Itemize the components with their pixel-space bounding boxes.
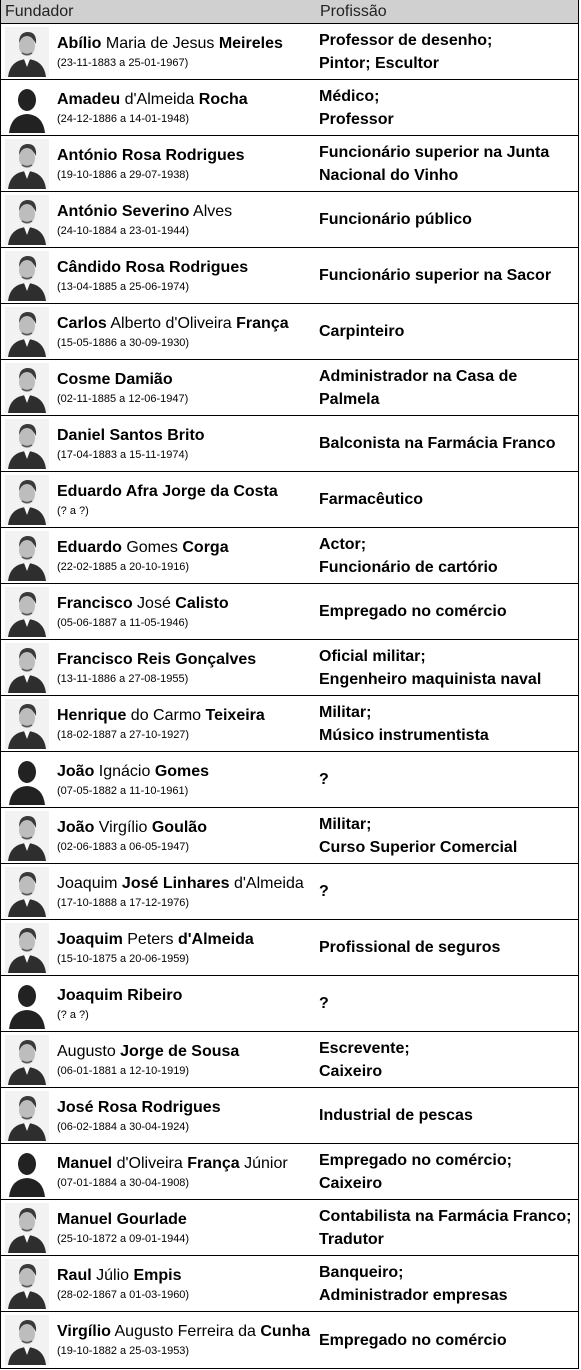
name-part: José Linhares xyxy=(121,874,230,892)
founder-dates: (13-04-1885 a 25-06-1974) xyxy=(57,280,190,293)
founder-photo xyxy=(1,1256,53,1311)
table-row xyxy=(1,416,578,472)
name-part: António Severino xyxy=(57,202,190,220)
founder-name xyxy=(57,986,311,1005)
profession-line: ? xyxy=(319,771,329,788)
founder-name xyxy=(57,706,311,725)
founder-cell xyxy=(53,472,311,527)
founder-name xyxy=(57,762,311,781)
table-row xyxy=(1,640,578,696)
portrait-photo xyxy=(5,699,49,749)
founder-cell xyxy=(53,1144,311,1199)
profession-line: Pintor; Escultor xyxy=(319,54,440,72)
table-row xyxy=(1,1032,578,1088)
profession-cell xyxy=(311,528,578,583)
founder-photo xyxy=(1,1144,53,1199)
silhouette-icon xyxy=(5,83,49,133)
table-body xyxy=(1,24,578,1368)
founder-cell xyxy=(53,976,311,1031)
profession-cell xyxy=(311,1312,578,1368)
profession-cell xyxy=(311,192,578,247)
name-part: Carlos xyxy=(57,314,107,332)
portrait-photo xyxy=(5,1203,49,1253)
founder-cell xyxy=(53,584,311,639)
silhouette-icon xyxy=(5,979,49,1029)
name-part: Virgílio xyxy=(94,818,152,836)
table-row xyxy=(1,360,578,416)
founder-name xyxy=(57,258,311,277)
portrait-photo xyxy=(5,195,49,245)
founder-photo xyxy=(1,752,53,807)
name-part: Abílio xyxy=(57,34,102,52)
founder-cell xyxy=(53,1256,311,1311)
founder-cell xyxy=(53,864,311,919)
profession-line: ? xyxy=(319,995,329,1012)
founder-name xyxy=(57,818,311,837)
profession-cell xyxy=(311,1200,578,1255)
name-part: Amadeu xyxy=(57,90,121,108)
name-part: d'Almeida xyxy=(177,930,254,948)
portrait-photo xyxy=(5,811,49,861)
founder-dates: (? a ?) xyxy=(57,504,89,517)
portrait-photo xyxy=(5,923,49,973)
profession-line: Balconista na Farmácia Franco xyxy=(319,435,556,452)
founder-name xyxy=(57,1322,311,1341)
name-part: Maria de Jesus xyxy=(101,34,219,52)
profession-line: Escrevente; xyxy=(319,1039,410,1057)
portrait-photo xyxy=(5,587,49,637)
founder-name xyxy=(57,930,311,949)
profession-cell xyxy=(311,1032,578,1087)
profession-cell xyxy=(311,1144,578,1199)
header-profession: Profissão xyxy=(320,3,387,20)
founder-name xyxy=(57,1266,311,1285)
founder-photo xyxy=(1,976,53,1031)
founder-dates: (18-02-1887 a 27-10-1927) xyxy=(57,728,190,741)
name-part: Manuel xyxy=(57,1154,113,1172)
founder-dates: (02-06-1883 a 06-05-1947) xyxy=(57,840,190,853)
profession-line: Profissional de seguros xyxy=(319,939,501,956)
table-row xyxy=(1,696,578,752)
founder-cell xyxy=(53,416,311,471)
name-part: Cândido Rosa Rodrigues xyxy=(57,258,249,276)
name-part: Joaquim Ribeiro xyxy=(57,986,183,1004)
founder-name xyxy=(57,650,311,669)
founder-photo xyxy=(1,248,53,303)
founder-dates: (02-11-1885 a 12-06-1947) xyxy=(57,392,189,405)
table-row xyxy=(1,808,578,864)
founder-name xyxy=(57,1098,311,1117)
name-part: Raul xyxy=(57,1266,92,1284)
founder-cell xyxy=(53,80,311,135)
name-part: Alberto d'Oliveira xyxy=(106,314,237,332)
profession-line: Funcionário superior na Sacor xyxy=(319,267,552,284)
profession-line: Funcionário público xyxy=(319,211,472,228)
profession-cell xyxy=(311,640,578,695)
profession-line: Engenheiro maquinista naval xyxy=(319,670,542,688)
profession-cell xyxy=(311,304,578,359)
profession-line: Médico; xyxy=(319,87,380,105)
founder-cell xyxy=(53,304,311,359)
profession-line: Farmacêutico xyxy=(319,491,424,508)
table-header xyxy=(1,0,578,24)
portrait-photo xyxy=(5,419,49,469)
profession-line: Actor; xyxy=(319,535,367,553)
founder-name xyxy=(57,1210,311,1229)
name-part: Francisco Reis Gonçalves xyxy=(57,650,257,668)
founder-photo xyxy=(1,1032,53,1087)
founder-dates: (06-02-1884 a 30-04-1924) xyxy=(57,1120,190,1133)
portrait-photo xyxy=(5,475,49,525)
profession-cell xyxy=(311,248,578,303)
name-part: França xyxy=(236,314,289,332)
table-row xyxy=(1,248,578,304)
founder-cell xyxy=(53,696,311,751)
founder-name xyxy=(57,538,311,557)
profession-cell xyxy=(311,472,578,527)
founder-cell xyxy=(53,248,311,303)
name-part: Joaquim xyxy=(57,930,123,948)
profession-cell xyxy=(311,752,578,807)
founder-cell xyxy=(53,1312,311,1368)
name-part: Júlio xyxy=(91,1266,134,1284)
name-part: Virgílio xyxy=(57,1323,111,1340)
founder-dates: (19-10-1882 a 25-03-1953) xyxy=(57,1345,190,1357)
portrait-photo xyxy=(5,643,49,693)
founder-name xyxy=(57,34,311,53)
name-part: Jorge de Sousa xyxy=(120,1042,240,1060)
founder-dates: (23-11-1883 a 25-01-1967) xyxy=(57,56,189,69)
portrait-photo xyxy=(5,531,49,581)
portrait-photo xyxy=(5,307,49,357)
table-row xyxy=(1,1088,578,1144)
name-part: José xyxy=(132,594,176,612)
founder-photo xyxy=(1,528,53,583)
founder-photo xyxy=(1,808,53,863)
profession-line: Militar; xyxy=(319,815,372,833)
founder-cell xyxy=(53,808,311,863)
table-row xyxy=(1,752,578,808)
portrait-photo xyxy=(5,139,49,189)
profession-cell xyxy=(311,136,578,191)
profession-line: Tradutor xyxy=(319,1230,384,1248)
founder-photo xyxy=(1,24,53,79)
profession-cell xyxy=(311,864,578,919)
founder-dates: (15-05-1886 a 30-09-1930) xyxy=(57,336,190,349)
founder-photo xyxy=(1,304,53,359)
table-row xyxy=(1,920,578,976)
silhouette-icon xyxy=(5,755,49,805)
profession-line: Carpinteiro xyxy=(319,323,405,340)
name-part: Empis xyxy=(133,1266,182,1284)
name-part: França xyxy=(187,1154,240,1172)
profession-cell xyxy=(311,584,578,639)
portrait-photo xyxy=(5,1091,49,1141)
founder-dates: (05-06-1887 a 11-05-1946) xyxy=(57,616,189,629)
founder-name xyxy=(57,370,311,389)
table-row xyxy=(1,976,578,1032)
founder-dates: (06-01-1881 a 12-10-1919) xyxy=(57,1064,190,1077)
founder-cell xyxy=(53,640,311,695)
profession-cell xyxy=(311,1088,578,1143)
table-row xyxy=(1,584,578,640)
founder-dates: (17-10-1888 a 17-12-1976) xyxy=(57,896,190,909)
name-part: Daniel Santos Brito xyxy=(57,426,205,444)
profession-cell xyxy=(311,808,578,863)
founder-cell xyxy=(53,1032,311,1087)
founder-cell xyxy=(53,920,311,975)
portrait-photo xyxy=(5,27,49,77)
founder-cell xyxy=(53,528,311,583)
founder-name xyxy=(57,314,311,333)
founder-photo xyxy=(1,1200,53,1255)
founder-dates: (22-02-1885 a 20-10-1916) xyxy=(57,560,190,573)
profession-line: Funcionário de cartório xyxy=(319,558,498,576)
profession-line: Curso Superior Comercial xyxy=(319,838,518,856)
profession-cell xyxy=(311,80,578,135)
name-part: d'Almeida xyxy=(120,90,199,108)
founder-dates: (07-05-1882 a 11-10-1961) xyxy=(57,784,189,797)
profession-line: Palmela xyxy=(319,390,380,408)
founder-photo xyxy=(1,472,53,527)
name-part: Calisto xyxy=(175,594,229,612)
founder-dates: (13-11-1886 a 27-08-1955) xyxy=(57,672,189,685)
profession-cell xyxy=(311,360,578,415)
table-row xyxy=(1,1256,578,1312)
name-part: d'Almeida xyxy=(229,874,304,892)
profession-line: Empregado no comércio xyxy=(319,603,507,620)
founder-name xyxy=(57,874,311,893)
name-part: Eduardo Afra Jorge da Costa xyxy=(57,482,278,500)
founder-name xyxy=(57,482,311,501)
founder-dates: (25-10-1872 a 09-01-1944) xyxy=(57,1232,190,1245)
profession-line: Funcionário superior na Junta xyxy=(319,143,550,161)
name-part: João xyxy=(57,762,95,780)
founder-photo xyxy=(1,696,53,751)
profession-line: Administrador na Casa de xyxy=(319,367,518,385)
table-row xyxy=(1,192,578,248)
profession-cell xyxy=(311,696,578,751)
founder-cell xyxy=(53,752,311,807)
name-part: Henrique xyxy=(57,706,127,724)
profession-cell xyxy=(311,24,578,79)
name-part: Rocha xyxy=(198,90,248,108)
name-part: Alves xyxy=(189,202,233,220)
founder-dates: (24-12-1886 a 14-01-1948) xyxy=(57,112,190,125)
founder-dates: (28-02-1867 a 01-03-1960) xyxy=(57,1288,190,1301)
name-part: Ignácio xyxy=(94,762,155,780)
profession-cell xyxy=(311,976,578,1031)
founder-cell xyxy=(53,24,311,79)
profession-line: Músico instrumentista xyxy=(319,726,489,744)
founder-name xyxy=(57,90,311,109)
table-row xyxy=(1,528,578,584)
founder-name xyxy=(57,1042,311,1061)
founder-cell xyxy=(53,1088,311,1143)
name-part: Augusto xyxy=(57,1042,121,1060)
profession-line: Empregado no comércio; xyxy=(319,1151,512,1169)
founder-cell xyxy=(53,136,311,191)
founder-photo xyxy=(1,584,53,639)
name-part: Francisco xyxy=(57,594,133,612)
table-row xyxy=(1,80,578,136)
profession-line: Caixeiro xyxy=(319,1062,383,1080)
profession-cell xyxy=(311,416,578,471)
profession-line: Professor xyxy=(319,110,394,128)
profession-line: Administrador empresas xyxy=(319,1286,508,1304)
profession-line: Caixeiro xyxy=(319,1174,383,1192)
founder-name xyxy=(57,146,311,165)
portrait-photo xyxy=(5,1315,49,1365)
name-part: Corga xyxy=(182,538,229,556)
founder-dates: (07-01-1884 a 30-04-1908) xyxy=(57,1176,190,1189)
profession-line: Empregado no comércio xyxy=(319,1331,507,1349)
portrait-photo xyxy=(5,1259,49,1309)
founder-dates: (15-10-1875 a 20-06-1959) xyxy=(57,952,190,965)
name-part: António Rosa Rodrigues xyxy=(57,146,245,164)
profession-cell xyxy=(311,1256,578,1311)
portrait-photo xyxy=(5,363,49,413)
name-part: Teixeira xyxy=(205,706,265,724)
name-part: Meireles xyxy=(218,34,283,52)
name-part: João xyxy=(57,818,95,836)
profession-line: Militar; xyxy=(319,703,372,721)
name-part: Gomes xyxy=(121,538,183,556)
profession-cell xyxy=(311,920,578,975)
name-part: Cunha xyxy=(260,1323,311,1340)
name-part: Cosme Damião xyxy=(57,370,173,388)
founder-photo xyxy=(1,360,53,415)
name-part: José Rosa Rodrigues xyxy=(57,1098,221,1116)
profession-line: Oficial militar; xyxy=(319,647,426,665)
table-row xyxy=(1,304,578,360)
profession-line: Professor de desenho; xyxy=(319,31,493,49)
name-part: Peters xyxy=(122,930,178,948)
name-part: Manuel Gourlade xyxy=(57,1210,187,1228)
name-part: Júnior xyxy=(239,1154,288,1172)
name-part: Gomes xyxy=(154,762,210,780)
profession-line: Banqueiro; xyxy=(319,1263,404,1281)
silhouette-icon xyxy=(5,1147,49,1197)
founder-cell xyxy=(53,1200,311,1255)
founder-photo xyxy=(1,136,53,191)
founder-name xyxy=(57,426,311,445)
founder-photo xyxy=(1,80,53,135)
founder-name xyxy=(57,594,311,613)
founder-cell xyxy=(53,360,311,415)
table-row xyxy=(1,24,578,80)
founder-dates: (19-10-1886 a 29-07-1938) xyxy=(57,168,190,181)
founder-name xyxy=(57,1154,311,1173)
profession-line: ? xyxy=(319,883,329,900)
founder-photo xyxy=(1,640,53,695)
founder-dates: (? a ?) xyxy=(57,1008,89,1021)
name-part: Augusto Ferreira da xyxy=(110,1323,261,1340)
founder-cell xyxy=(53,192,311,247)
founder-photo xyxy=(1,864,53,919)
founder-name xyxy=(57,202,311,221)
portrait-photo xyxy=(5,251,49,301)
portrait-photo xyxy=(5,867,49,917)
table-row xyxy=(1,1312,578,1368)
founder-photo xyxy=(1,1088,53,1143)
table-row xyxy=(1,1144,578,1200)
portrait-photo xyxy=(5,1035,49,1085)
profession-line: Nacional do Vinho xyxy=(319,166,459,184)
name-part: Goulão xyxy=(151,818,207,836)
profession-line: Contabilista na Farmácia Franco; xyxy=(319,1207,572,1225)
name-part: Eduardo xyxy=(57,538,122,556)
founder-photo xyxy=(1,416,53,471)
profession-line: Industrial de pescas xyxy=(319,1107,473,1124)
founder-photo xyxy=(1,920,53,975)
name-part: d'Oliveira xyxy=(112,1154,188,1172)
table-row xyxy=(1,1200,578,1256)
founder-dates: (24-10-1884 a 23-01-1944) xyxy=(57,224,190,237)
name-part: Joaquim xyxy=(57,874,122,892)
header-founder: Fundador xyxy=(5,3,74,20)
founder-photo xyxy=(1,192,53,247)
name-part: do Carmo xyxy=(126,706,206,724)
table-row xyxy=(1,136,578,192)
table-row xyxy=(1,472,578,528)
table-row xyxy=(1,864,578,920)
founder-dates: (17-04-1883 a 15-11-1974) xyxy=(57,448,189,461)
founder-photo xyxy=(1,1312,53,1368)
